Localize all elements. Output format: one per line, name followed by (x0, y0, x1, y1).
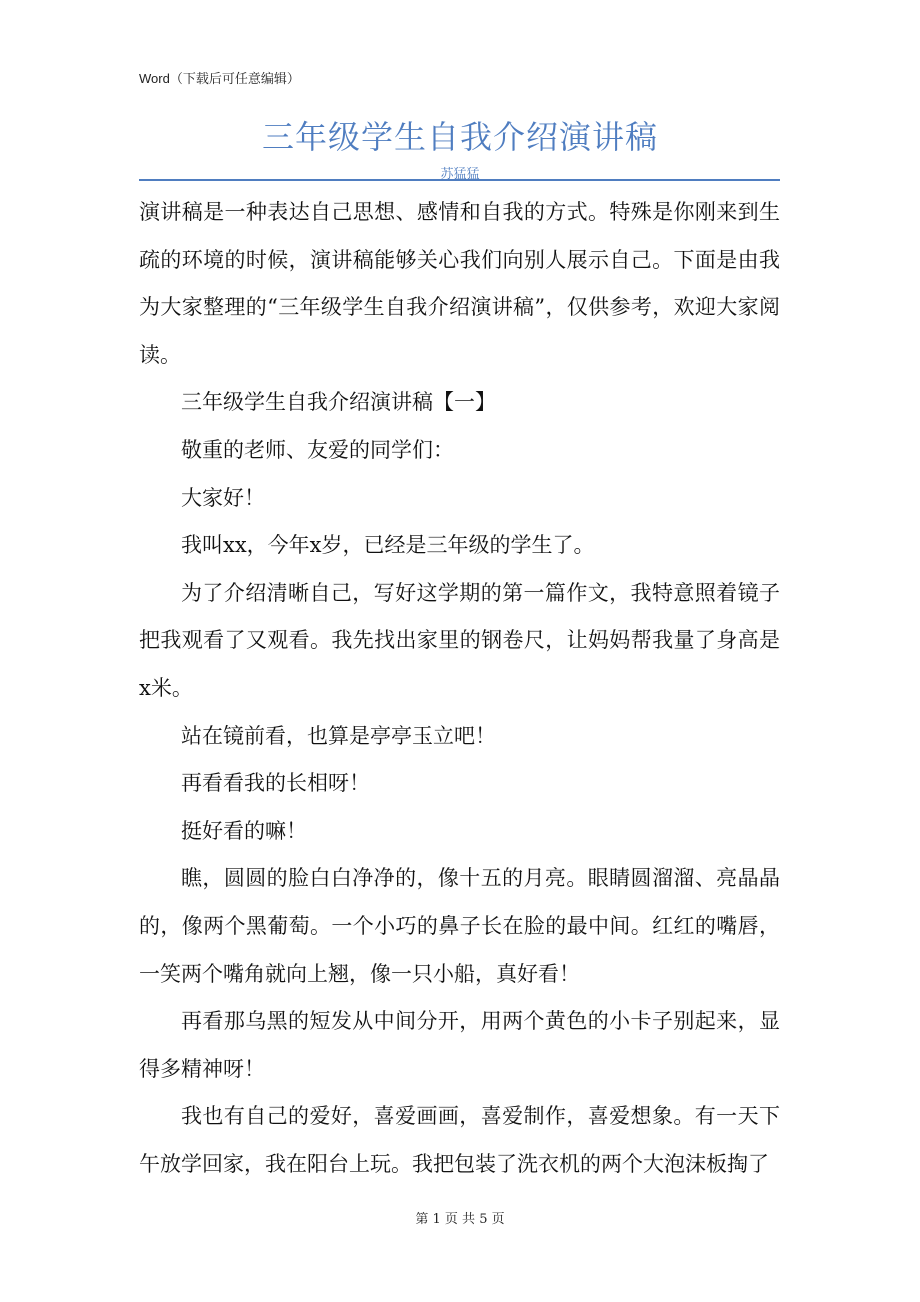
body-paragraph: 再看看我的长相呀！ (181, 771, 370, 796)
body-paragraph: 站在镜前看，也算是亭亭玉立吧！ (181, 723, 496, 748)
body-paragraph: 瞧，圆圆的脸白白净净的，像十五的月亮。眼睛圆溜溜、亮晶晶的，像两个黑葡萄。一个小巧的鼻子长在脸的最中间。红红的嘴唇，一笑两个嘴角就向上翘，像一只小船，真好看！ (139, 866, 780, 986)
document-author: 苏猛猛 (440, 167, 480, 182)
body-paragraph: 再看那乌黑的短发从中间分开，用两个黄色的小卡子别起来，显得多精神呀！ (139, 1009, 780, 1081)
body-paragraph: 我叫xx，今年x岁，已经是三年级的学生了。 (181, 533, 595, 558)
page-footer: 第 1 页 共 5 页 (415, 1212, 505, 1227)
title-divider (139, 179, 780, 181)
section-heading: 三年级学生自我介绍演讲稿【一】 (181, 390, 496, 415)
intro-paragraph: 演讲稿是一种表达自己思想、感情和自我的方式。特殊是你刚来到生疏的环境的时候，演讲稿能够关心我们向别人展示自己。下面是由我为大家整理的“三年级学生自我介绍演讲稿”，仅供参考，欢迎大家阅读。 (139, 200, 780, 367)
body-paragraph: 大家好！ (181, 485, 265, 510)
body-paragraph: 敬重的老师、友爱的同学们： (181, 437, 454, 462)
document-body (139, 189, 780, 1188)
document-title: 三年级学生自我介绍演讲稿 (261, 118, 658, 156)
body-paragraph: 挺好看的嘛！ (181, 818, 307, 843)
body-paragraph: 我也有自己的爱好，喜爱画画，喜爱制作，喜爱想象。有一天下午放学回家，我在阳台上玩。我把包装了洗衣机的两个大泡沫板掏了 (139, 1104, 780, 1176)
header-note: Word（下载后可任意编辑） (139, 71, 300, 86)
body-paragraph: 为了介绍清晰自己，写好这学期的第一篇作文，我特意照着镜子把我观看了又观看。我先找出家里的钢卷尺，让妈妈帮我量了身高是x米。 (139, 580, 780, 700)
